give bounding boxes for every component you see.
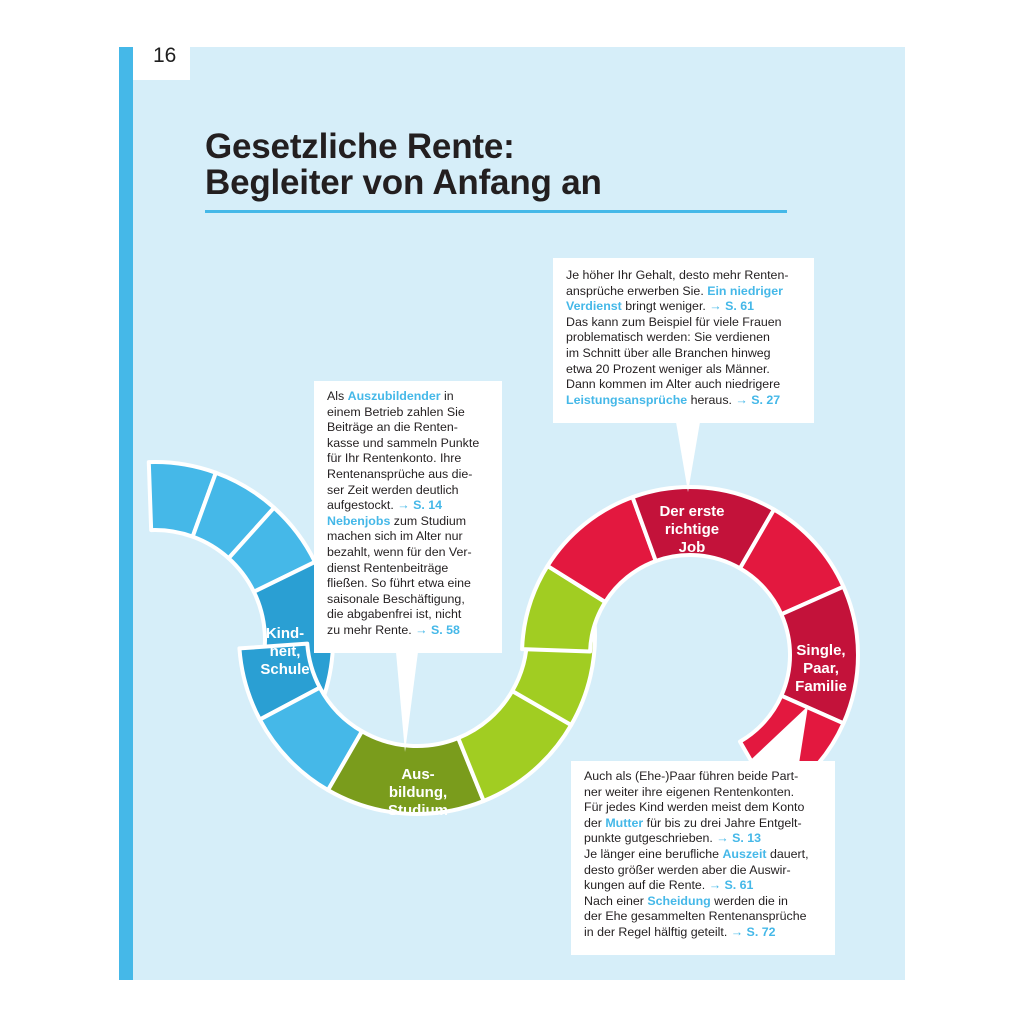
callout-highlight: Scheidung <box>647 893 711 908</box>
callout-text: die abgabenfrei ist, nicht <box>327 607 462 622</box>
callout-highlight: → S. 58 <box>415 622 460 637</box>
callout-text: Rentenansprüche aus die- <box>327 466 473 481</box>
callout-text: Nach einer <box>584 893 648 908</box>
callout-line <box>566 284 814 300</box>
callout-text: werden die in <box>710 893 788 908</box>
callout-text: im Schnitt über alle Branchen hinweg <box>566 345 771 360</box>
callout-text: zum Studium <box>390 513 467 528</box>
callout-text: für Ihr Rentenkonto. Ihre <box>327 451 462 466</box>
callout-line <box>584 863 835 879</box>
callout-line <box>566 330 814 346</box>
callout-line <box>566 362 814 378</box>
callout-highlight: → S. 27 <box>735 392 781 407</box>
callout-line <box>327 389 502 405</box>
callout-text: machen sich im Alter nur <box>327 529 463 544</box>
callout-line <box>327 576 502 592</box>
callout-line <box>584 831 835 847</box>
callout-text: Als <box>327 389 348 403</box>
callout-line <box>327 405 502 421</box>
callout-text: der <box>584 815 606 830</box>
callout-text: problematisch werden: Sie verdienen <box>566 330 770 345</box>
callout-text: Je länger eine berufliche <box>584 846 723 861</box>
callout-text: etwa 20 Prozent weniger als Männer. <box>566 361 770 376</box>
callout-first-job <box>553 258 814 423</box>
callout-text: für bis zu drei Jahre Entgelt- <box>643 815 802 830</box>
callout-text: bezahlt, wenn für den Ver- <box>327 544 472 559</box>
callout-family <box>571 761 835 955</box>
callout-text: in <box>440 389 454 403</box>
callout-text: der Ehe gesammelten Rentenansprüche <box>584 909 807 924</box>
callout-text: desto größer werden aber die Auswir- <box>584 862 791 877</box>
callout-text: ansprüche erwerben Sie. <box>566 283 708 298</box>
callout-highlight: → S. 72 <box>730 924 776 939</box>
callout-text: bringt weniger. <box>621 299 710 314</box>
callout-text: dienst Rentenbeiträge <box>327 560 449 575</box>
title-line-2: Begleiter von Anfang an <box>205 163 602 202</box>
callout-highlight: → S. 61 <box>709 299 755 314</box>
callout-line <box>327 592 502 608</box>
callout-highlight: Auszeit <box>722 846 767 861</box>
callout-line <box>327 545 502 561</box>
callout-text: aufgestockt. <box>327 498 398 513</box>
callout-highlight: Nebenjobs <box>327 513 391 528</box>
callout-text: ner weiter ihre eigenen Rentenkonten. <box>584 784 795 799</box>
callout-line <box>584 800 835 816</box>
callout-highlight: Leistungsansprüche <box>566 392 688 407</box>
callout-line <box>566 393 814 409</box>
title-line-1: Gesetzliche Rente: <box>205 127 515 166</box>
callout-text: Je höher Ihr Gehalt, desto mehr Renten- <box>566 268 789 282</box>
callout-text: Auch als (Ehe-)Paar führen beide Part- <box>584 769 799 783</box>
callout-line <box>584 894 835 910</box>
callout-highlight: Mutter <box>605 815 644 830</box>
callout-line <box>327 467 502 483</box>
callout-highlight: → S. 61 <box>708 878 754 893</box>
callout-line <box>584 816 835 832</box>
callout-line <box>584 785 835 801</box>
callout-line <box>566 377 814 393</box>
callout-text: Dann kommen im Alter auch niedrigere <box>566 377 781 392</box>
callout-line <box>584 925 835 941</box>
callout-line <box>327 483 502 499</box>
callout-line <box>327 498 502 514</box>
stage-label-family: Single, Paar, Familie <box>795 642 847 695</box>
callout-text: heraus. <box>687 392 736 407</box>
callout-highlight: → S. 13 <box>716 831 762 846</box>
callout-text: Das kann zum Beispiel für viele Frauen <box>566 314 782 329</box>
callout-highlight: Verdienst <box>566 299 622 314</box>
callout-line <box>584 878 835 894</box>
callout-text: fließen. So führt etwa eine <box>327 576 471 591</box>
callout-line <box>566 299 814 315</box>
callout-text: saisonale Beschäftigung, <box>327 591 465 606</box>
callout-line <box>584 847 835 863</box>
callout-training <box>314 381 502 653</box>
callout-line <box>584 909 835 925</box>
callout-text: punkte gutgeschrieben. <box>584 831 717 846</box>
callout-pointer-job <box>676 422 700 492</box>
callout-line <box>566 315 814 331</box>
callout-text: Beiträge an die Renten- <box>327 420 458 435</box>
callout-highlight: Auszubildender <box>347 389 441 403</box>
callout-highlight: → S. 14 <box>397 498 443 513</box>
stage-label-education: Aus- bildung, Studium <box>388 766 448 819</box>
callout-pointer-training <box>396 652 418 752</box>
callout-text: dauert, <box>766 846 809 861</box>
callout-text: Für jedes Kind werden meist dem Konto <box>584 800 805 815</box>
callout-line <box>327 451 502 467</box>
stage-label-first-job: Der erste richtige Job <box>659 503 725 556</box>
callout-line <box>584 769 835 785</box>
callout-line <box>327 623 502 639</box>
callout-text: zu mehr Rente. <box>327 622 416 637</box>
callout-line <box>327 436 502 452</box>
stage-label-childhood: Kind- heit, Schule <box>260 625 310 678</box>
callout-text: in der Regel hälftig geteilt. <box>584 924 731 939</box>
callout-line <box>566 346 814 362</box>
callout-text: kungen auf die Rente. <box>584 878 709 893</box>
page-number: 16 <box>153 44 177 67</box>
callout-text: kasse und sammeln Punkte <box>327 435 480 450</box>
callout-line <box>327 514 502 530</box>
callout-line <box>566 268 814 284</box>
callout-line <box>327 529 502 545</box>
callout-line <box>327 420 502 436</box>
callout-text: einem Betrieb zahlen Sie <box>327 404 465 419</box>
callout-highlight: Ein niedriger <box>707 283 783 298</box>
callout-text: ser Zeit werden deutlich <box>327 482 459 497</box>
callout-line <box>327 561 502 577</box>
callout-line <box>327 607 502 623</box>
